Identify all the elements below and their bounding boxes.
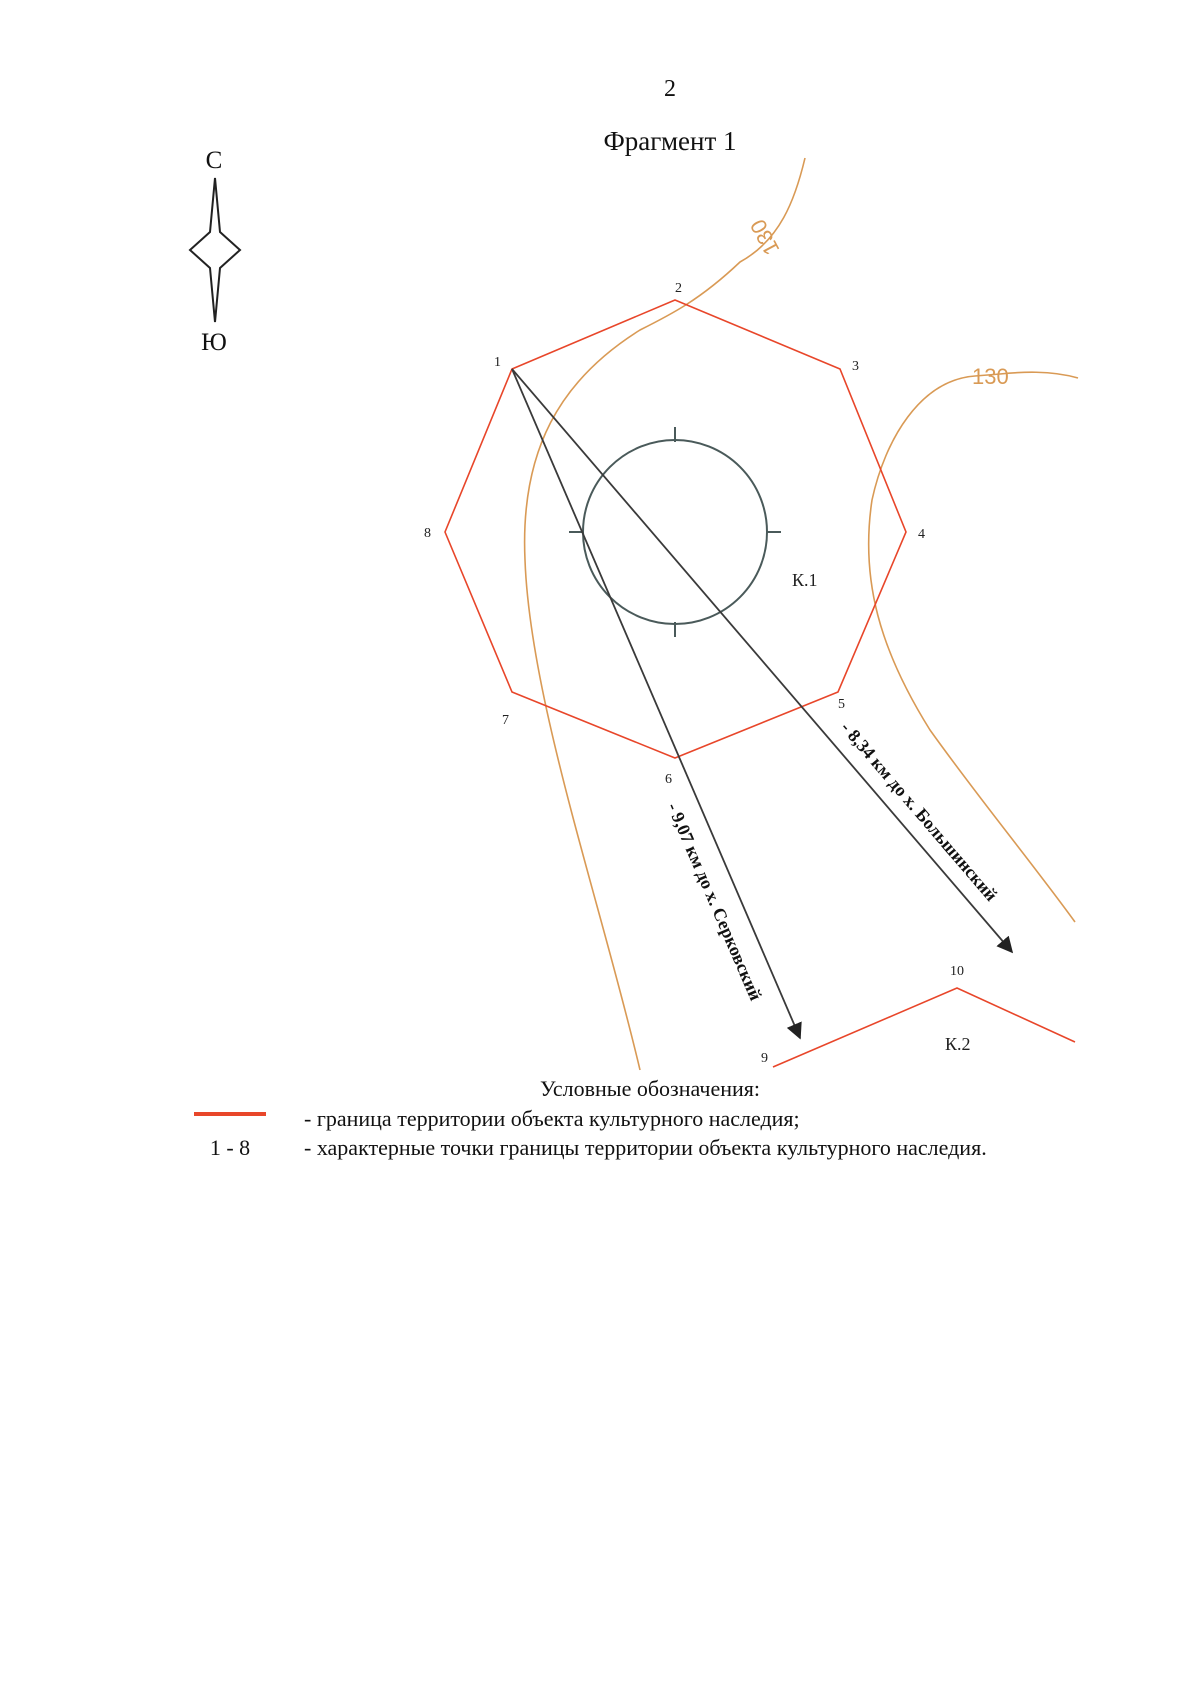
legend-title: Условные обозначения: [539, 1076, 761, 1101]
compass-arrow-icon [190, 178, 240, 322]
boundary-point-label: 1 [494, 355, 501, 370]
boundary-point-label: 7 [502, 713, 509, 728]
boundary-point-label: 8 [424, 526, 431, 541]
distance-label-bolshinsky: - 8,34 км до х. Большинский [836, 717, 1002, 905]
legend-item-points [180, 1135, 1080, 1165]
boundary-point-label: 4 [918, 527, 925, 542]
distance-label-serkovsky: - 9,07 км до х. Серковский [663, 799, 767, 1004]
distance-arrow-bolshinsky [512, 369, 1012, 952]
legend-symbol [194, 1135, 266, 1165]
compass-north-label: С [205, 147, 223, 174]
legend-symbol [194, 1106, 266, 1136]
distance-arrow-serkovsky [512, 369, 800, 1038]
heritage-boundary-k1 [445, 300, 906, 758]
boundary-point-label: 9 [761, 1051, 768, 1066]
object-label-k2: К.2 [945, 1034, 971, 1054]
fragment-title: Фрагмент 1 [603, 126, 737, 156]
boundary-point-label: 3 [852, 359, 859, 374]
boundary-point-label: 10 [950, 964, 964, 979]
legend-text: - граница территории объекта культурного наследия; [304, 1106, 800, 1131]
compass-rose [190, 147, 240, 356]
contour-label-2: 130 [972, 364, 1009, 389]
contour-label-1: 130 [745, 215, 785, 260]
legend-points-range: 1 - 8 [209, 1135, 251, 1160]
page-number: 2 [664, 76, 676, 102]
legend-text: - характерные точки границы территории объекта культурного наследия. [304, 1135, 987, 1160]
legend-item-boundary [180, 1106, 1080, 1136]
boundary-point-label: 6 [665, 772, 672, 787]
compass-south-label: Ю [201, 329, 227, 356]
boundary-point-label: 5 [838, 697, 845, 712]
object-circle [569, 427, 781, 637]
contour-line-2 [869, 364, 1078, 922]
object-label-k1: К.1 [792, 570, 818, 590]
heritage-boundary-k2 [773, 988, 1075, 1067]
contour-line-1 [525, 158, 805, 1070]
boundary-line-swatch [194, 1112, 266, 1116]
boundary-point-label: 2 [675, 281, 682, 296]
